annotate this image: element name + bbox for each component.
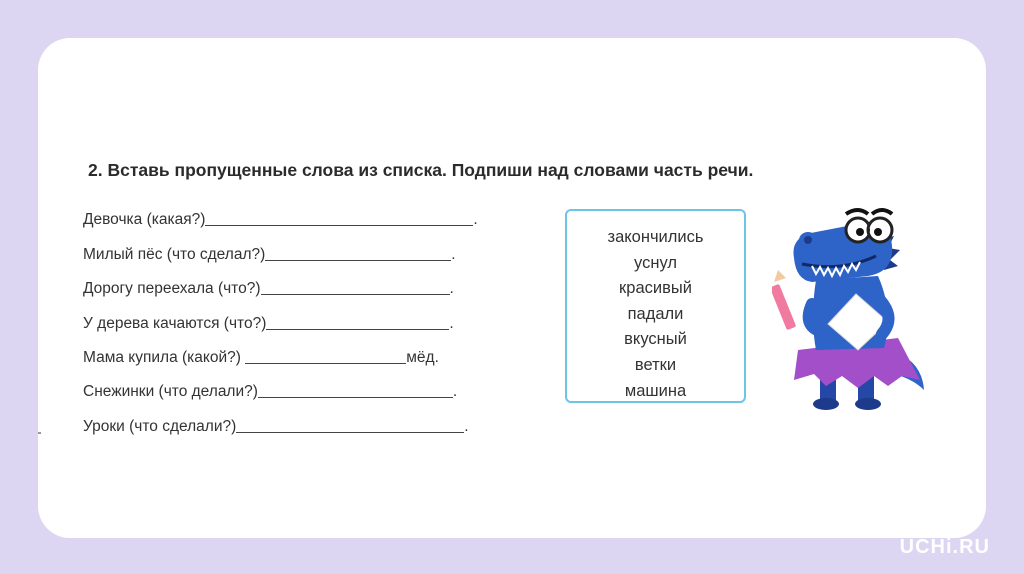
sentence-line <box>83 195 478 229</box>
sentence-prompt: Снежинки (что делали?) <box>83 383 258 401</box>
sentence-line <box>83 401 478 435</box>
word-item[interactable]: вкусный <box>624 330 687 349</box>
sentence-prompt: Девочка (какая?) <box>83 211 206 229</box>
sentence-ending: . <box>473 211 478 229</box>
answer-blank[interactable] <box>265 244 451 261</box>
sentence-prompt: Мама купила (какой?) <box>83 348 246 366</box>
answer-blank[interactable] <box>236 416 464 433</box>
sentence-line <box>83 264 478 298</box>
sentence-prompt: У дерева качаются (что?) <box>83 314 267 332</box>
word-item[interactable]: ветки <box>634 355 677 374</box>
word-item[interactable]: красивый <box>619 279 692 298</box>
sentence-prompt: Уроки (что сделали?) <box>83 417 237 435</box>
sentence-ending: . <box>449 314 454 332</box>
sentence-ending: . <box>451 245 456 263</box>
sentence-prompt: Дорогу переехала (что?) <box>83 280 261 298</box>
word-item[interactable]: машина <box>624 381 687 400</box>
answer-blank[interactable] <box>258 381 453 398</box>
sentence-line <box>83 229 478 263</box>
sentence-prompt: Милый пёс (что сделал?) <box>83 245 266 263</box>
sentence-ending: мёд. <box>406 348 439 366</box>
answer-blank[interactable] <box>205 209 473 226</box>
word-item[interactable]: закончились <box>607 228 704 246</box>
word-list <box>567 211 744 404</box>
sentence-list <box>83 195 478 436</box>
sentence-line <box>83 333 478 367</box>
sentence-ending: . <box>452 383 458 401</box>
watermark-logo: UCHi.RU <box>899 536 990 558</box>
answer-blank[interactable] <box>245 347 406 364</box>
sentence-ending: . <box>449 280 454 298</box>
sentence-line <box>83 367 478 401</box>
word-item[interactable]: уснул <box>634 253 677 272</box>
sentence-line <box>83 298 478 332</box>
word-bank <box>565 209 746 403</box>
answer-blank[interactable] <box>261 278 450 295</box>
dinosaur-mascot-icon <box>772 200 932 414</box>
divider-mark <box>38 432 41 434</box>
sentence-ending: . <box>464 417 469 435</box>
answer-blank[interactable] <box>266 313 449 330</box>
word-item[interactable]: падали <box>627 304 684 323</box>
task-title: 2. Вставь пропущенные слова из списка. Подпиши над словами часть речи. <box>88 160 754 180</box>
